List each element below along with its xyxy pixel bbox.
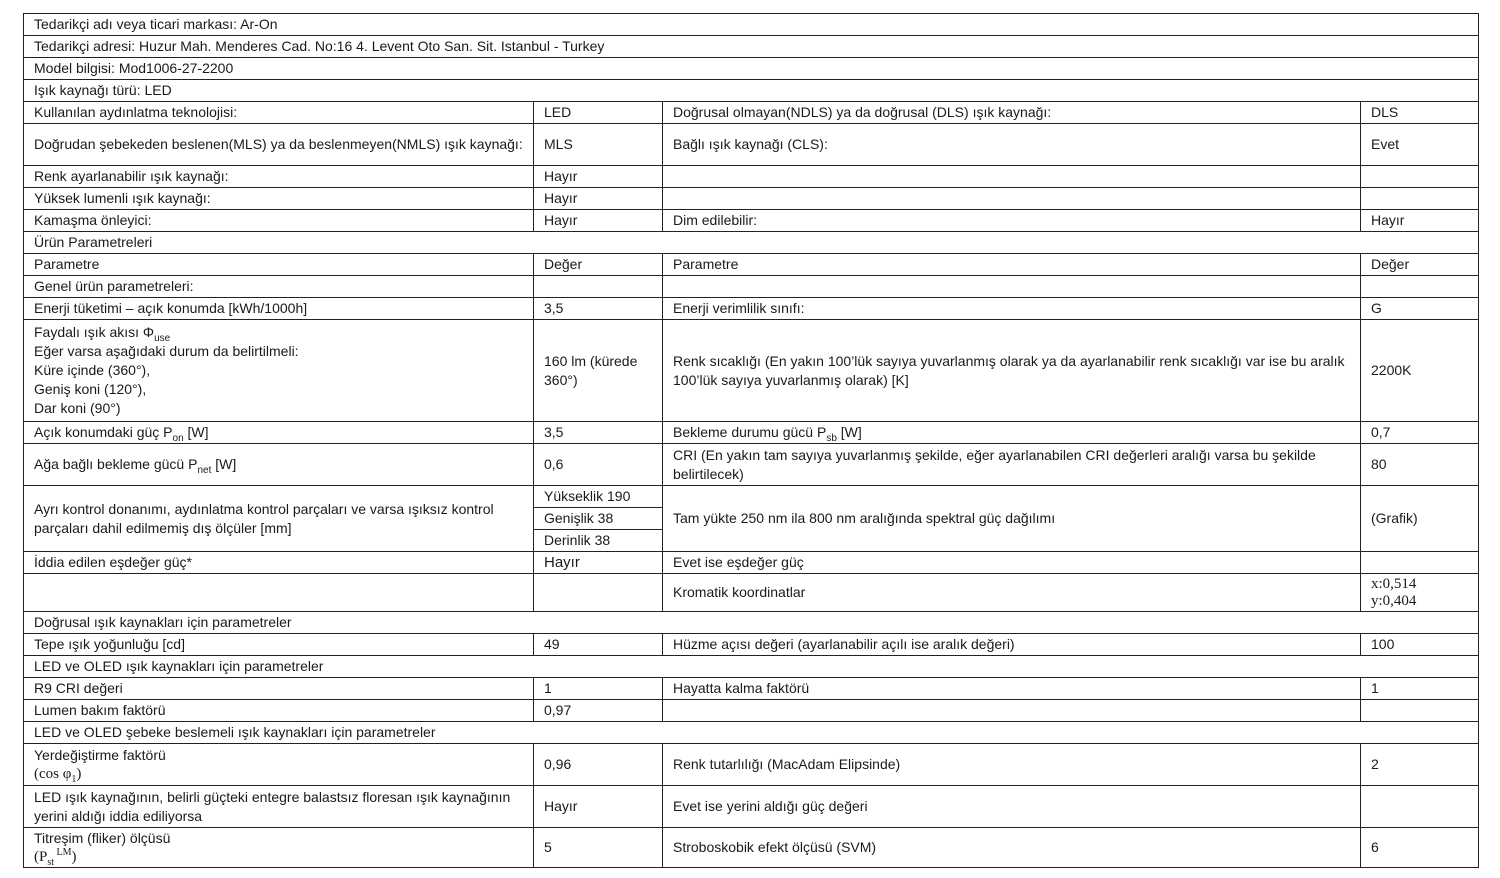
flux-narrow-cone: Dar koni (90°) [34, 400, 121, 416]
dimensions-height: Yükseklik 190 [534, 486, 663, 508]
row-displacement [24, 744, 1479, 786]
standby-power-label: Bekleme durumu gücü $P_{sb}$ [W] [663, 422, 1361, 444]
row-r9 [24, 678, 1479, 700]
row-power [24, 422, 1479, 444]
cls-value: Evet [1361, 124, 1479, 166]
column-header-param: Parametre [24, 254, 534, 276]
general-params-title: Genel ürün parametreleri: [24, 276, 534, 298]
empty-cell [24, 574, 534, 612]
energy-consumption-value: 3,5 [534, 298, 663, 320]
flicker-title: Titreşim (fliker) ölçüsü [34, 829, 171, 846]
color-consistency-value: 2 [1361, 744, 1479, 786]
high-lumen-label: Yüksek lumenli ışık kaynağı: [24, 188, 534, 210]
cri-label: CRI (En yakın tam sayıya yuvarlanmış şekilde, eğer ayarlanabilen CRI değerleri aralığı varsa bu şekilde belirtilecek) [663, 444, 1361, 486]
mains-section-title: LED ve OLED şebeke beslemeli ışık kaynakları için parametreler [24, 722, 1479, 744]
row-product-section [24, 232, 1479, 254]
flicker-formula: ($P_{st}$ $^{LM}$) [34, 846, 77, 868]
equivalent-power-if-yes-label: Evet ise eşdeğer güç [663, 552, 1361, 574]
row-dimensions-height [24, 486, 1479, 508]
row-general-title [24, 276, 1479, 298]
anti-glare-label: Kamaşma önleyici: [24, 210, 534, 232]
row-chromaticity [24, 574, 1479, 612]
row-energy [24, 298, 1479, 320]
network-standby-label: Ağa bağlı bekleme gücü $P_{net}$ [W] [24, 444, 534, 486]
row-flicker [24, 828, 1479, 868]
chromaticity-label: Kromatik koordinatlar [663, 574, 1361, 612]
cri-value: 80 [1361, 444, 1479, 486]
dls-section-title: Doğrusal ışık kaynakları için parametreler [24, 612, 1479, 634]
dimensions-depth: Derinlik 38 [534, 530, 663, 552]
empty-cell [663, 700, 1361, 722]
cls-label: Bağlı ışık kaynağı (CLS): [663, 124, 1361, 166]
empty-cell [1361, 166, 1479, 188]
row-dls-section [24, 612, 1479, 634]
flux-wide-cone: Geniş koni (120°), [34, 381, 147, 397]
column-header-param: Parametre [663, 254, 1361, 276]
spectral-distribution-value: (Grafik) [1361, 486, 1479, 552]
row-led-section [24, 656, 1479, 678]
row-color-tunable [24, 166, 1479, 188]
light-source-type: Işık kaynağı türü: LED [24, 80, 1479, 102]
chromaticity-x: x:0,514 [1371, 575, 1417, 592]
stroboscopic-effect-value: 6 [1361, 828, 1479, 868]
replaced-power-label: Evet ise yerini aldığı güç değeri [663, 786, 1361, 828]
equivalent-power-value: Hayır [534, 552, 663, 574]
stroboscopic-effect-label: Stroboskobik efekt ölçüsü (SVM) [663, 828, 1361, 868]
row-column-headers [24, 254, 1479, 276]
displacement-factor-label [24, 744, 534, 786]
color-temperature-value: 2200K [1361, 320, 1479, 422]
luminous-flux-value: 160 lm (kürede 360°) [534, 320, 663, 422]
beam-angle-value: 100 [1361, 634, 1479, 656]
empty-cell [1361, 276, 1479, 298]
anti-glare-value: Hayır [534, 210, 663, 232]
dimmable-value: Hayır [1361, 210, 1479, 232]
on-mode-power-value: 3,5 [534, 422, 663, 444]
row-lumen-maintenance [24, 700, 1479, 722]
efficiency-class-label: Enerji verimlilik sınıfı: [663, 298, 1361, 320]
row-model [24, 58, 1479, 80]
luminous-flux-label [24, 320, 534, 422]
lumen-maintenance-value: 0,97 [534, 700, 663, 722]
r9-cri-label: R9 CRI değeri [24, 678, 534, 700]
color-consistency-label: Renk tutarlılığı (MacAdam Elipsinde) [663, 744, 1361, 786]
color-temperature-label: Renk sıcaklığı (En yakın 100’lük sayıya yuvarlanmış olarak ya da ayarlanabilir renk sıcaklığı var ise bu aralık 100’lük sayıya yuvarlanmış olarak) [K] [663, 320, 1361, 422]
supplier-address: Tedarikçi adresi: Huzur Mah. Menderes Cad. No:16 4. Levent Oto San. Sit. Istanbul - Turkey [24, 36, 1479, 58]
row-supplier-address [24, 36, 1479, 58]
chromaticity-y: y:0,404 [1371, 592, 1417, 609]
empty-cell [1361, 700, 1479, 722]
technology-value: LED [534, 102, 663, 124]
dimmable-label: Dim edilebilir: [663, 210, 1361, 232]
led-section-title: LED ve OLED ışık kaynakları için parametreler [24, 656, 1479, 678]
row-flux [24, 320, 1479, 422]
lumen-maintenance-label: Lumen bakım faktörü [24, 700, 534, 722]
empty-cell [663, 188, 1361, 210]
high-lumen-value: Hayır [534, 188, 663, 210]
peak-intensity-label: Tepe ışık yoğunluğu [cd] [24, 634, 534, 656]
row-mls [24, 124, 1479, 166]
network-standby-value: 0,6 [534, 444, 663, 486]
row-network-standby [24, 444, 1479, 486]
on-mode-power-label: Açık konumdaki güç $P_{on}$ [W] [24, 422, 534, 444]
technology-label: Kullanılan aydınlatma teknolojisi: [24, 102, 534, 124]
row-light-source-type [24, 80, 1479, 102]
empty-cell [1361, 786, 1479, 828]
row-peak-intensity [24, 634, 1479, 656]
mls-value: MLS [534, 124, 663, 166]
empty-cell [663, 276, 1361, 298]
empty-cell [663, 166, 1361, 188]
empty-cell [534, 276, 663, 298]
survival-factor-value: 1 [1361, 678, 1479, 700]
ndls-value: DLS [1361, 102, 1479, 124]
model-info: Model bilgisi: Mod1006-27-2200 [24, 58, 1479, 80]
color-tunable-label: Renk ayarlanabilir ışık kaynağı: [24, 166, 534, 188]
color-tunable-value: Hayır [534, 166, 663, 188]
equivalent-power-label: İddia edilen eşdeğer güç* [24, 552, 534, 574]
flux-note: Eğer varsa aşağıdaki durum da belirtilmeli: [34, 343, 299, 359]
flicker-metric-value: 5 [534, 828, 663, 868]
flux-sphere: Küre içinde (360°), [34, 362, 151, 378]
dimensions-width: Genişlik 38 [534, 508, 663, 530]
empty-cell [1361, 188, 1479, 210]
standby-power-value: 0,7 [1361, 422, 1479, 444]
cfl-replacement-label: LED ışık kaynağının, belirli güçteki entegre balastsız floresan ışık kaynağının yerini aldığı iddia ediliyorsa [24, 786, 534, 828]
r9-cri-value: 1 [534, 678, 663, 700]
displacement-formula: (cos $\varphi_1$) [34, 765, 82, 785]
ndls-label: Doğrusal olmayan(NDLS) ya da doğrusal (DLS) ışık kaynağı: [663, 102, 1361, 124]
mls-label: Doğrudan şebekeden beslenen(MLS) ya da beslenmeyen(NMLS) ışık kaynağı: [24, 124, 534, 166]
peak-intensity-value: 49 [534, 634, 663, 656]
survival-factor-label: Hayatta kalma faktörü [663, 678, 1361, 700]
displacement-title: Yerdeğiştirme faktörü [34, 746, 166, 763]
flicker-metric-label [24, 828, 534, 868]
efficiency-class-value: G [1361, 298, 1479, 320]
empty-cell [534, 574, 663, 612]
chromaticity-value [1361, 574, 1479, 612]
row-equivalent-power [24, 552, 1479, 574]
beam-angle-label: Hüzme açısı değeri (ayarlanabilir açılı ise aralık değeri) [663, 634, 1361, 656]
product-section-title: Ürün Parametreleri [24, 232, 1479, 254]
row-cfl-replacement [24, 786, 1479, 828]
flux-title: Faydalı ışık akısı $\Phi_{use}$ [34, 324, 171, 344]
spectral-distribution-label: Tam yükte 250 nm ila 800 nm aralığında spektral güç dağılımı [663, 486, 1361, 552]
empty-cell [1361, 552, 1479, 574]
row-high-lumen [24, 188, 1479, 210]
energy-consumption-label: Enerji tüketimi – açık konumda [kWh/1000h] [24, 298, 534, 320]
column-header-value: Değer [1361, 254, 1479, 276]
row-supplier-name [24, 14, 1479, 36]
dimensions-label: Ayrı kontrol donanımı, aydınlatma kontrol parçaları ve varsa ışıksız kontrol parçaları dahil edilmemiş dış ölçüler [mm] [24, 486, 534, 552]
cfl-replacement-value: Hayır [534, 786, 663, 828]
supplier-name: Tedarikçi adı veya ticari markası: Ar-On [24, 14, 1479, 36]
displacement-factor-value: 0,96 [534, 744, 663, 786]
product-information-sheet [23, 13, 1479, 868]
column-header-value: Değer [534, 254, 663, 276]
row-anti-glare [24, 210, 1479, 232]
row-mains-section [24, 722, 1479, 744]
row-technology [24, 102, 1479, 124]
